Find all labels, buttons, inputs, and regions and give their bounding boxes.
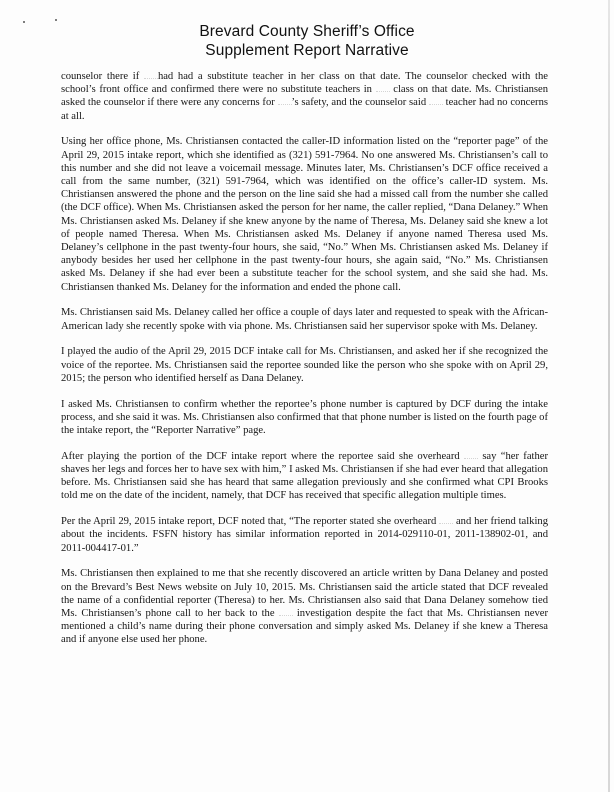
narrative-paragraph: [61, 567, 548, 646]
redacted-name: [439, 515, 453, 524]
paragraph-text: ’s safety, and the counselor said: [291, 97, 429, 109]
report-title: Supplement Report Narrative: [205, 42, 409, 59]
paragraph-text: Using her office phone, Ms. Christiansen contacted the caller-ID information listed on the “reporter page” of the April 29, 2015 intake report, which she identified as (321) 591-7964. No one answered Ms. Christiansen’s call to this number and she did not leave a voicemail message. Minutes later, Ms. Christiansen’s DCF office received a call from the same number, (321) 591-7964, which was identified on the office’s caller-ID system. Ms. Christiansen answered the phone and the person on the line said she had a missed call from the number she called (the DCF office). When Ms. Christiansen asked the person for her name, the caller replied, “Dana Delaney.” When Ms. Christiansen asked Ms. Delaney if she knew anyone by the name of Theresa, Ms. Delaney said she knew a lot of people named Theresa. When Ms. Christiansen asked Ms. Delaney if anyone named Theresa used Ms. Delaney’s cellphone in the past twenty-four hours, she said, “No.” When Ms. Christiansen asked Ms. Delaney if anybody besides her used her cellphone in the past twenty-four hours, she again said, “No.” Ms. Christiansen asked Ms. Delaney if she had ever been a substitute teacher for the school system, and she said she had. Ms. Christiansen thanked Ms. Delaney for the information and ended the phone call.: [61, 136, 548, 293]
paragraph-text: Ms. Christiansen said Ms. Delaney called her office a couple of days later and requested to speak with the African-American lady she recently spoke with via phone. Ms. Christiansen said her supervisor spoke with Ms. Delaney.: [61, 307, 548, 332]
redacted-name: [278, 96, 292, 105]
narrative-paragraph: [61, 450, 548, 503]
scan-speck: [55, 19, 57, 21]
narrative-paragraph: [61, 135, 548, 293]
paragraph-text: Per the April 29, 2015 intake report, DCF noted that, “The reporter stated she overheard: [61, 516, 440, 528]
narrative-paragraph: [61, 398, 548, 438]
paragraph-text: I asked Ms. Christiansen to confirm whether the reportee’s phone number is captured by DCF during the intake process, and she said it was. Ms. Christiansen also confirmed that that phone number is listed on the fourth page of the intake report, the “Reporter Narrative” page.: [61, 398, 548, 437]
narrative-body: [61, 70, 548, 659]
narrative-paragraph: [61, 70, 548, 123]
redacted-name: [144, 70, 158, 79]
paragraph-text: class on that date. Ms. Christiansen asked the counselor if there were any concerns for: [61, 84, 548, 109]
paragraph-text: had had a substitute teacher in her class on that date. The counselor checked with the school’s front office and confirmed there were no substitute teachers in: [61, 71, 548, 96]
redacted-name: [376, 83, 390, 92]
redacted-name: [429, 96, 443, 105]
paragraph-text: and her friend talking about the incidents. FSFN history has similar information reported in 2014-029110-01, 2011-138902-01, and 2011-004417-01.”: [61, 516, 548, 554]
scan-edge-shadow: [608, 0, 610, 792]
report-header: [0, 22, 614, 60]
narrative-paragraph: [61, 515, 548, 555]
paragraph-text: counselor there if: [61, 71, 144, 82]
paragraph-text: teacher had no concerns at all.: [61, 97, 548, 122]
narrative-paragraph: [61, 306, 548, 332]
agency-title: Brevard County Sheriff’s Office: [199, 23, 415, 40]
redacted-name: [279, 607, 293, 616]
redacted-name: [464, 450, 478, 459]
paragraph-text: investigation despite the fact that Ms. Christiansen never mentioned a child’s name during their phone conversation and simply asked Ms. Delaney if she knew a Theresa and if anyone else used her phone.: [61, 608, 548, 646]
paragraph-text: I played the audio of the April 29, 2015 DCF intake call for Ms. Christiansen, and asked her if she recognized the voice of the reportee. Ms. Christiansen said the reportee sounded like the person who she spoke with on April 29, 2015; the person who identified herself as Dana Delaney.: [61, 346, 548, 384]
paragraph-text: After playing the portion of the DCF intake report where the reportee said she overheard: [61, 450, 464, 462]
paragraph-text: Ms. Christiansen then explained to me that she recently discovered an article written by Dana Delaney and posted on the Brevard’s Best News website on July 10, 2015. Ms. Christiansen said the article stated that DCF revealed the name of a confidential reporter (Theresa) to her. Ms. Christiansen also said that Dana Delaney somehow tied Ms. Christiansen’s phone call to her back to the: [61, 568, 548, 620]
narrative-paragraph: [61, 345, 548, 385]
paragraph-text: say “her father shaves her legs and forces her to have sex with him,” I asked Ms. Christiansen if she had ever heard that allegation before. Ms. Christiansen said she has heard that same allegation previously and she confirmed what CPI Brooks told me on the date of the incident, namely, that DCF has received that specific allegation multiple times.: [61, 450, 548, 502]
